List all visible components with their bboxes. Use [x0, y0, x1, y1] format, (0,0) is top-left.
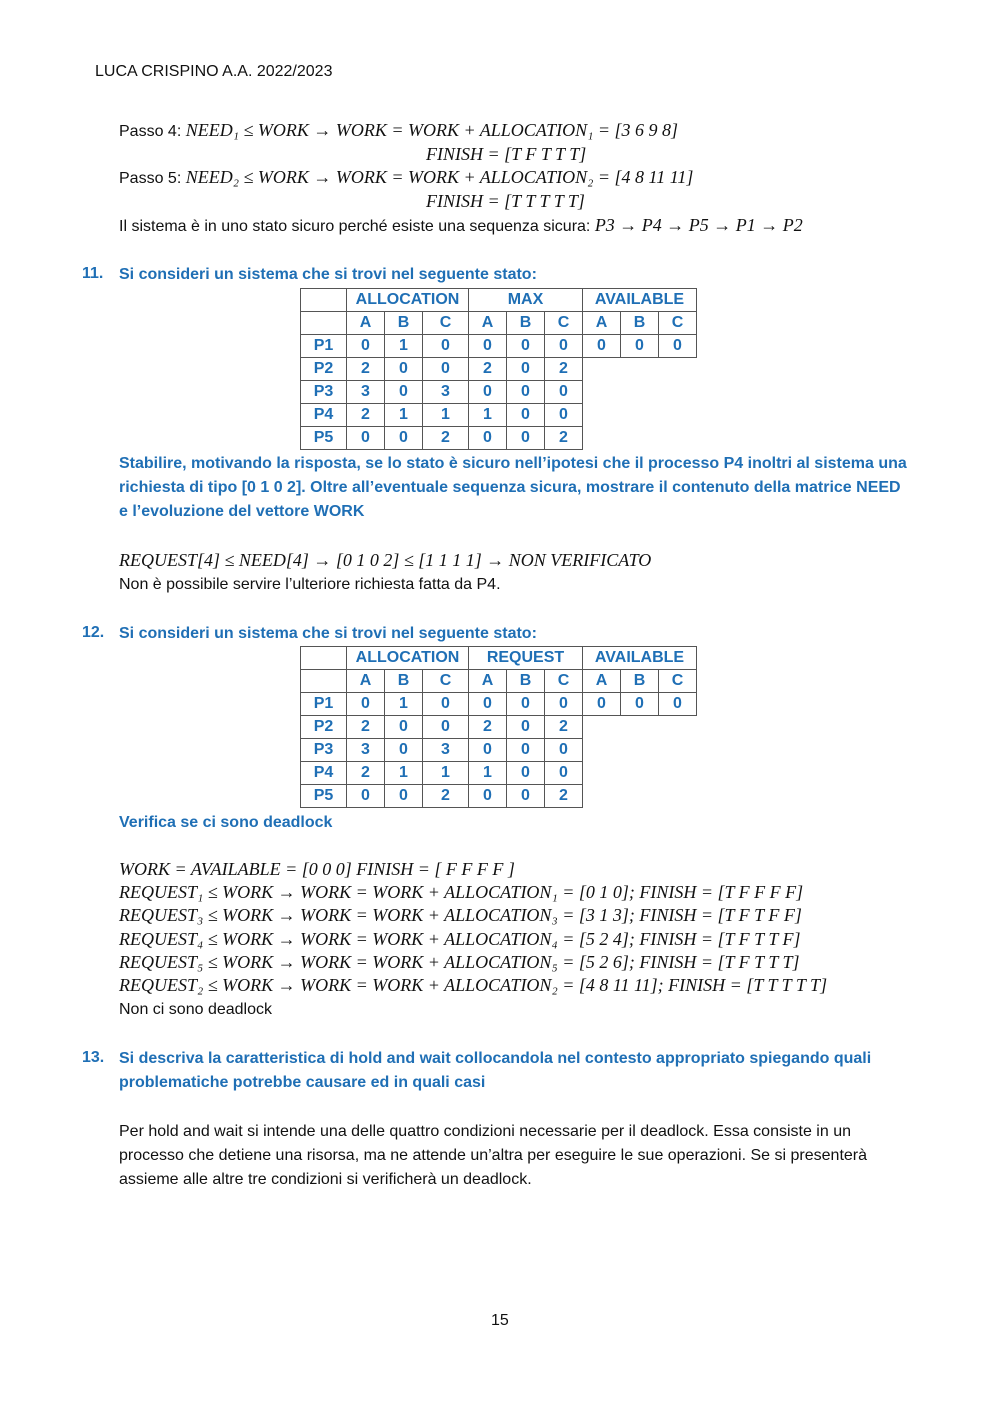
q13-answer-line-2: processo che detiene una risorsa, ma ne attende un’altra per eseguire le sue operazioni. Se si presenterà	[119, 1147, 868, 1164]
table-column-header-cell: A	[583, 312, 621, 335]
q12-step: REQUEST₂ ≤ WORK → WORK = WORK + ALLOCATION₂ = [4 8 11 11]; FINISH = [T T T T T]	[119, 975, 828, 995]
process-label-cell: P1	[301, 693, 347, 716]
question-11-number: 11.	[82, 265, 104, 282]
table-cell: 0	[385, 358, 423, 381]
table-cell: 1	[469, 404, 507, 427]
table-column-header-cell: C	[545, 670, 583, 693]
table-row	[301, 716, 697, 739]
table-cell: 2	[545, 785, 583, 808]
step-5: Passo 5: NEED₂ ≤ WORK → WORK = WORK + ALLOCATION₂ = [4 8 11 11]	[119, 167, 694, 187]
table-cell: 0	[621, 335, 659, 358]
table-row	[301, 739, 697, 762]
table-corner-cell	[301, 289, 347, 312]
table-cell: 0	[507, 716, 545, 739]
q12-step: REQUEST₃ ≤ WORK → WORK = WORK + ALLOCATION₃ = [3 1 3]; FINISH = [T F T F F]	[119, 905, 802, 925]
table-empty-cell	[659, 785, 697, 808]
table-column-header-cell: B	[385, 670, 423, 693]
table-row	[301, 335, 697, 358]
table-empty-cell	[621, 404, 659, 427]
table-cell: 2	[347, 404, 385, 427]
q13-answer-line-3: assieme alle altre tre condizioni si verificherà un deadlock.	[119, 1171, 532, 1188]
question-11-title: Si consideri un sistema che si trovi nel seguente stato:	[119, 266, 537, 283]
table-cell: 0	[545, 335, 583, 358]
table-cell: 0	[507, 427, 545, 450]
table-cell: 0	[469, 693, 507, 716]
table-empty-cell	[621, 427, 659, 450]
table-cell: 0	[347, 335, 385, 358]
table-column-header-cell: A	[583, 670, 621, 693]
question-12-title: Si consideri un sistema che si trovi nel seguente stato:	[119, 625, 537, 642]
table-cell: 0	[347, 785, 385, 808]
table-cell: 1	[385, 335, 423, 358]
process-label-cell: P4	[301, 404, 347, 427]
table-cell: 0	[469, 739, 507, 762]
table-cell: 0	[423, 693, 469, 716]
table-row	[301, 381, 697, 404]
process-label-cell: P5	[301, 785, 347, 808]
table-cell: 0	[385, 785, 423, 808]
q11-state-table	[300, 288, 697, 450]
table-empty-cell	[583, 716, 621, 739]
q13-answer-line-1: Per hold and wait si intende una delle quattro condizioni necessarie per il deadlock. Essa consiste in un	[119, 1123, 851, 1140]
table-corner-cell	[301, 647, 347, 670]
table-cell: 2	[545, 358, 583, 381]
table-column-header-cell: C	[659, 312, 697, 335]
table-empty-cell	[621, 381, 659, 404]
table-cell: 0	[507, 381, 545, 404]
table-cell: 2	[469, 358, 507, 381]
question-13-title-line-1: Si descriva la caratteristica di hold and wait collocandola nel contesto appropriato spiegando quali	[119, 1050, 872, 1067]
table-empty-cell	[621, 739, 659, 762]
step-4-finish: FINISH = [T F T T T]	[426, 144, 587, 164]
table-column-header-cell: C	[545, 312, 583, 335]
table-cell: 2	[347, 358, 385, 381]
table-empty-cell	[621, 762, 659, 785]
table-cell: 0	[347, 693, 385, 716]
table-group-header-cell: AVAILABLE	[583, 647, 697, 670]
table-row	[301, 358, 697, 381]
table-empty-cell	[621, 358, 659, 381]
process-label-cell: P4	[301, 762, 347, 785]
table-cell: 0	[507, 762, 545, 785]
question-11-line-3: e l’evoluzione del vettore WORK	[119, 503, 365, 520]
q11-answer-text: Non è possibile servire l’ulteriore richiesta fatta da P4.	[119, 576, 501, 593]
step-5-finish: FINISH = [T T T T T]	[426, 191, 585, 211]
process-label-cell: P1	[301, 335, 347, 358]
table-cell: 2	[545, 716, 583, 739]
page-header: LUCA CRISPINO A.A. 2022/2023	[95, 63, 333, 80]
table-group-header-cell: ALLOCATION	[347, 289, 469, 312]
table-corner-cell	[301, 670, 347, 693]
question-13-title-line-2: problematiche potrebbe causare ed in quali casi	[119, 1074, 486, 1091]
table-cell: 1	[469, 762, 507, 785]
process-label-cell: P5	[301, 427, 347, 450]
table-cell: 0	[469, 335, 507, 358]
table-empty-cell	[583, 739, 621, 762]
table-column-header	[301, 312, 697, 335]
q12-step: REQUEST₁ ≤ WORK → WORK = WORK + ALLOCATION₁ = [0 1 0]; FINISH = [T F F F F]	[119, 882, 804, 902]
table-cell: 2	[423, 427, 469, 450]
process-label-cell: P2	[301, 716, 347, 739]
table-cell: 0	[659, 693, 697, 716]
table-cell: 1	[385, 762, 423, 785]
table-group-header	[301, 289, 697, 312]
table-column-header-cell: C	[659, 670, 697, 693]
table-cell: 0	[507, 785, 545, 808]
table-row	[301, 785, 697, 808]
table-column-header	[301, 670, 697, 693]
table-cell: 0	[621, 693, 659, 716]
table-column-header-cell: B	[507, 312, 545, 335]
table-cell: 2	[469, 716, 507, 739]
table-cell: 1	[423, 762, 469, 785]
page-number: 15	[491, 1312, 509, 1329]
table-cell: 0	[385, 381, 423, 404]
table-empty-cell	[659, 404, 697, 427]
table-cell: 0	[545, 381, 583, 404]
table-cell: 3	[347, 739, 385, 762]
table-empty-cell	[659, 762, 697, 785]
process-label-cell: P3	[301, 739, 347, 762]
table-empty-cell	[659, 358, 697, 381]
table-cell: 0	[545, 739, 583, 762]
question-12-prompt: Verifica se ci sono deadlock	[119, 814, 333, 831]
table-cell: 0	[545, 762, 583, 785]
table-column-header-cell: A	[347, 670, 385, 693]
table-cell: 0	[583, 693, 621, 716]
table-column-header-cell: C	[423, 670, 469, 693]
table-empty-cell	[659, 739, 697, 762]
table-corner-cell	[301, 312, 347, 335]
table-column-header-cell: B	[621, 670, 659, 693]
safe-sequence-line: Il sistema è in uno stato sicuro perché esiste una sequenza sicura: P3 → P4 → P5 → P1 → P2	[119, 215, 803, 235]
table-group-header-cell: AVAILABLE	[583, 289, 697, 312]
table-column-header-cell: C	[423, 312, 469, 335]
table-cell: 0	[545, 693, 583, 716]
table-cell: 1	[423, 404, 469, 427]
table-empty-cell	[583, 404, 621, 427]
table-empty-cell	[621, 716, 659, 739]
table-group-header-cell: REQUEST	[469, 647, 583, 670]
table-column-header-cell: A	[469, 670, 507, 693]
question-11-line-2: richiesta di tipo [0 1 0 2]. Oltre all’eventuale sequenza sicura, mostrare il contenuto della matrice NEED	[119, 479, 901, 496]
process-label-cell: P3	[301, 381, 347, 404]
q12-step: WORK = AVAILABLE = [0 0 0] FINISH = [ F F F F ]	[119, 859, 515, 879]
table-cell: 0	[545, 404, 583, 427]
table-column-header-cell: B	[621, 312, 659, 335]
table-cell: 0	[507, 335, 545, 358]
table-cell: 0	[423, 335, 469, 358]
q12-step: REQUEST₅ ≤ WORK → WORK = WORK + ALLOCATION₅ = [5 2 6]; FINISH = [T F T T T]	[119, 952, 800, 972]
process-label-cell: P2	[301, 358, 347, 381]
table-cell: 0	[469, 785, 507, 808]
table-column-header-cell: A	[347, 312, 385, 335]
table-row	[301, 427, 697, 450]
table-row	[301, 404, 697, 427]
question-11-line-1: Stabilire, motivando la risposta, se lo stato è sicuro nell’ipotesi che il processo P4 inoltri al sistema una	[119, 455, 907, 472]
table-cell: 0	[385, 739, 423, 762]
table-row	[301, 693, 697, 716]
table-cell: 0	[507, 404, 545, 427]
table-cell: 0	[385, 716, 423, 739]
table-empty-cell	[583, 381, 621, 404]
table-cell: 0	[385, 427, 423, 450]
table-cell: 3	[423, 739, 469, 762]
table-group-header-cell: MAX	[469, 289, 583, 312]
table-empty-cell	[659, 716, 697, 739]
table-column-header-cell: B	[507, 670, 545, 693]
table-empty-cell	[621, 785, 659, 808]
table-row	[301, 762, 697, 785]
table-cell: 0	[469, 381, 507, 404]
table-cell: 3	[347, 381, 385, 404]
table-group-header-cell: ALLOCATION	[347, 647, 469, 670]
table-empty-cell	[583, 427, 621, 450]
q12-state-table	[300, 646, 697, 808]
table-cell: 0	[507, 693, 545, 716]
table-cell: 2	[423, 785, 469, 808]
table-cell: 0	[347, 427, 385, 450]
q12-step: REQUEST₄ ≤ WORK → WORK = WORK + ALLOCATION₄ = [5 2 4]; FINISH = [T F T T F]	[119, 929, 801, 949]
table-cell: 0	[423, 358, 469, 381]
question-12-number: 12.	[82, 624, 105, 641]
table-empty-cell	[583, 785, 621, 808]
table-cell: 0	[583, 335, 621, 358]
table-cell: 3	[423, 381, 469, 404]
table-empty-cell	[583, 358, 621, 381]
step-4: Passo 4: NEED₁ ≤ WORK → WORK = WORK + ALLOCATION₁ = [3 6 9 8]	[119, 120, 679, 140]
table-cell: 1	[385, 404, 423, 427]
table-empty-cell	[659, 427, 697, 450]
table-cell: 2	[347, 762, 385, 785]
table-empty-cell	[583, 762, 621, 785]
table-cell: 2	[545, 427, 583, 450]
table-column-header-cell: B	[385, 312, 423, 335]
table-cell: 0	[659, 335, 697, 358]
q11-answer-math: REQUEST[4] ≤ NEED[4] → [0 1 0 2] ≤ [1 1 1 1] → NON VERIFICATO	[119, 550, 652, 570]
table-cell: 2	[347, 716, 385, 739]
table-cell: 0	[469, 427, 507, 450]
q12-conclusion: Non ci sono deadlock	[119, 1001, 272, 1018]
table-cell: 0	[507, 739, 545, 762]
table-cell: 0	[507, 358, 545, 381]
table-column-header-cell: A	[469, 312, 507, 335]
table-group-header	[301, 647, 697, 670]
table-cell: 1	[385, 693, 423, 716]
table-empty-cell	[659, 381, 697, 404]
table-cell: 0	[423, 716, 469, 739]
question-13-number: 13.	[82, 1049, 105, 1066]
